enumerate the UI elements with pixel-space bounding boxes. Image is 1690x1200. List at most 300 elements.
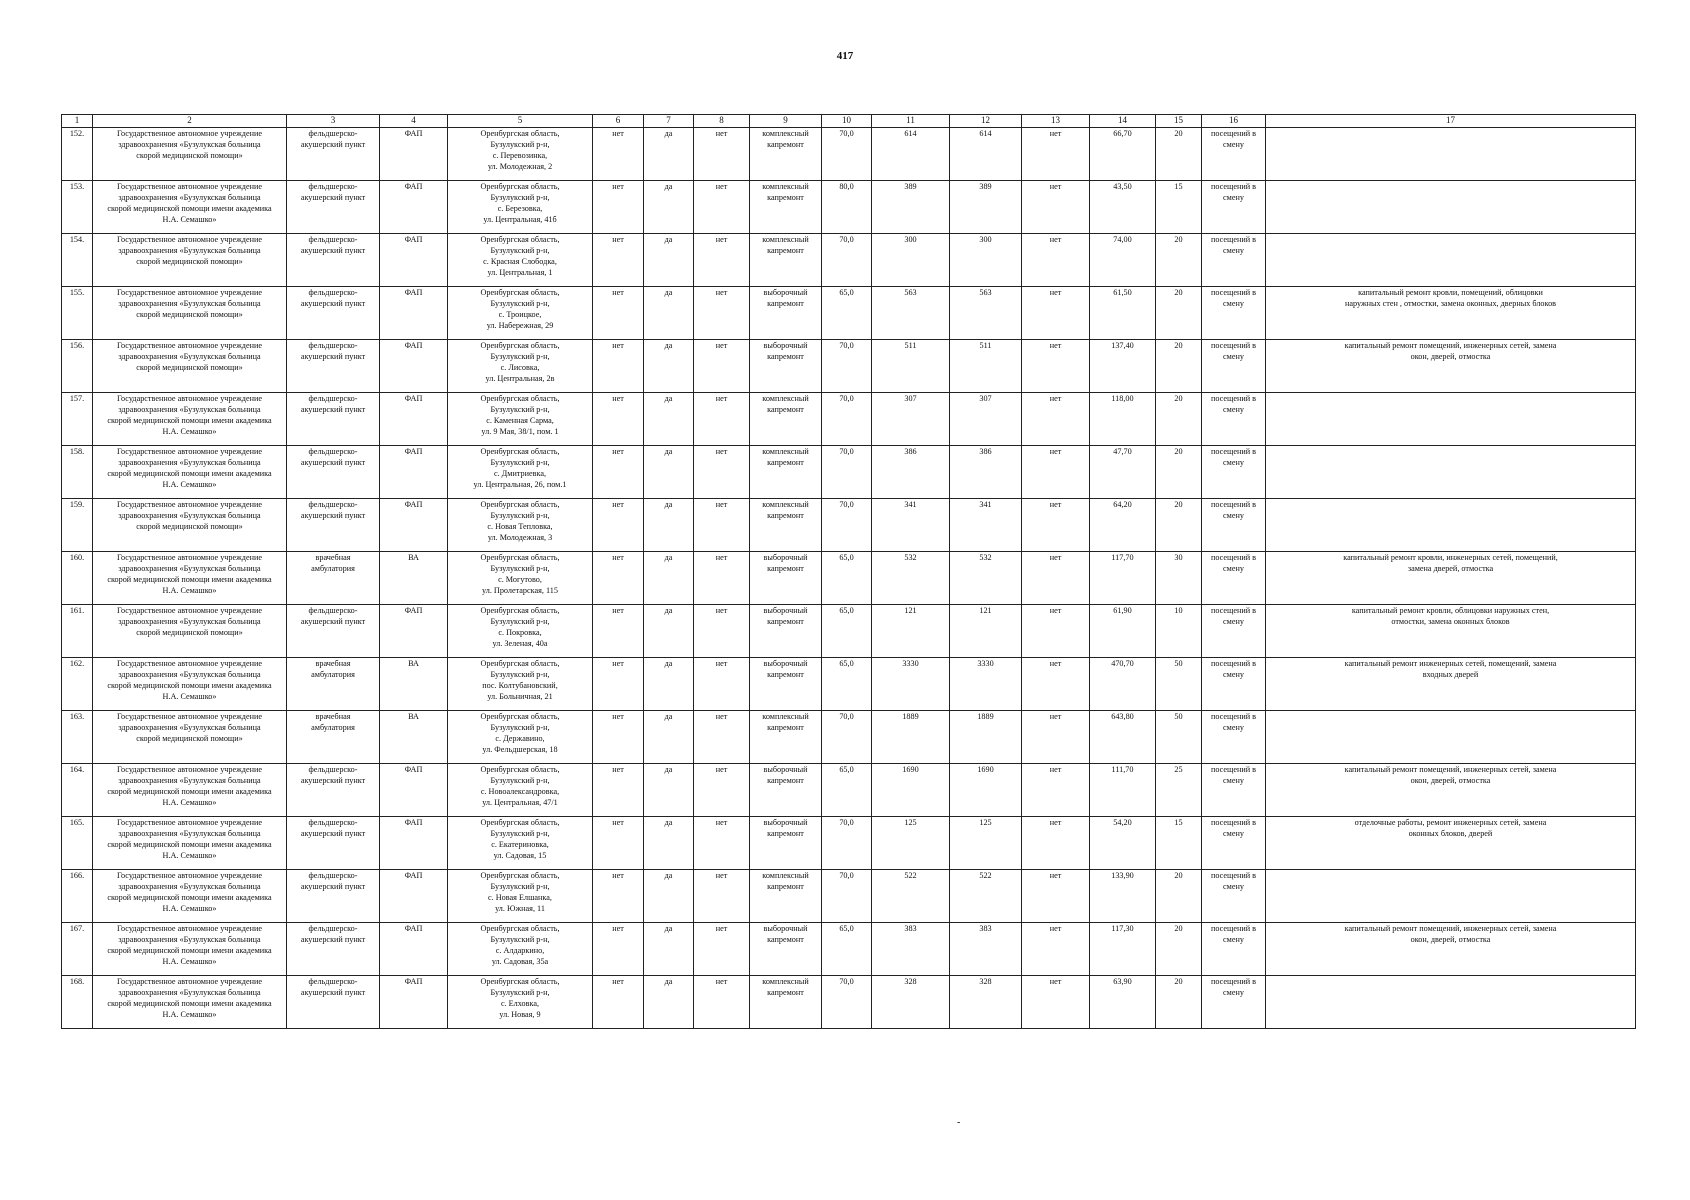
col-10-cell: 70,0 (822, 446, 872, 499)
col-10-cell: 65,0 (822, 287, 872, 340)
facility-type-cell: фельдшерско- акушерский пункт (287, 817, 380, 870)
facility-abbr-cell: ФАП (380, 234, 448, 287)
capacity-unit-cell: посещений в смену (1202, 711, 1266, 764)
col-10-cell: 65,0 (822, 605, 872, 658)
col-15-cell: 20 (1156, 393, 1202, 446)
col-15-cell: 50 (1156, 658, 1202, 711)
facility-type-cell: фельдшерско- акушерский пункт (287, 764, 380, 817)
capacity-unit-cell: посещений в смену (1202, 181, 1266, 234)
col-13-cell: нет (1022, 923, 1090, 976)
col-6-cell: нет (593, 658, 644, 711)
col-6-cell: нет (593, 764, 644, 817)
organization-cell: Государственное автономное учреждение здравоохранения «Бузулукская больница скорой медицинской помощи» (93, 499, 287, 552)
repair-type-cell: выборочный капремонт (750, 817, 822, 870)
row-number-cell: 154. (62, 234, 93, 287)
organization-cell: Государственное автономное учреждение здравоохранения «Бузулукская больница скорой медицинской помощи» (93, 340, 287, 393)
facility-abbr-cell: ВА (380, 658, 448, 711)
capacity-unit-cell: посещений в смену (1202, 287, 1266, 340)
col-12-cell: 389 (950, 181, 1022, 234)
facility-type-cell: фельдшерско- акушерский пункт (287, 340, 380, 393)
column-header-3: 3 (287, 115, 380, 128)
column-number-header (62, 115, 1636, 128)
table-row (62, 128, 1636, 181)
repair-type-cell: комплексный капремонт (750, 181, 822, 234)
col-12-cell: 328 (950, 976, 1022, 1029)
capacity-unit-cell: посещений в смену (1202, 976, 1266, 1029)
row-number-cell: 159. (62, 499, 93, 552)
repair-description-cell (1266, 446, 1636, 499)
col-15-cell: 10 (1156, 605, 1202, 658)
column-header-8: 8 (694, 115, 750, 128)
table-row (62, 658, 1636, 711)
col-8-cell: нет (694, 923, 750, 976)
table-row (62, 234, 1636, 287)
repair-description-cell (1266, 711, 1636, 764)
col-11-cell: 614 (872, 128, 950, 181)
col-11-cell: 1690 (872, 764, 950, 817)
col-15-cell: 20 (1156, 287, 1202, 340)
col-11-cell: 125 (872, 817, 950, 870)
col-8-cell: нет (694, 552, 750, 605)
organization-cell: Государственное автономное учреждение здравоохранения «Бузулукская больница скорой медицинской помощи» (93, 605, 287, 658)
col-11-cell: 1889 (872, 711, 950, 764)
capacity-unit-cell: посещений в смену (1202, 605, 1266, 658)
col-10-cell: 70,0 (822, 234, 872, 287)
col-10-cell: 70,0 (822, 817, 872, 870)
facility-abbr-cell: ВА (380, 552, 448, 605)
col-7-cell: да (644, 976, 694, 1029)
col-6-cell: нет (593, 605, 644, 658)
organization-cell: Государственное автономное учреждение здравоохранения «Бузулукская больница скорой медицинской помощи имени академика Н.А. Семашко» (93, 446, 287, 499)
col-13-cell: нет (1022, 128, 1090, 181)
col-7-cell: да (644, 181, 694, 234)
capacity-unit-cell: посещений в смену (1202, 499, 1266, 552)
col-14-cell: 133,90 (1090, 870, 1156, 923)
table-row (62, 817, 1636, 870)
col-11-cell: 389 (872, 181, 950, 234)
repair-type-cell: выборочный капремонт (750, 923, 822, 976)
col-7-cell: да (644, 605, 694, 658)
col-14-cell: 64,20 (1090, 499, 1156, 552)
organization-cell: Государственное автономное учреждение здравоохранения «Бузулукская больница скорой медицинской помощи имени академика Н.А. Семашко» (93, 552, 287, 605)
col-7-cell: да (644, 870, 694, 923)
col-8-cell: нет (694, 340, 750, 393)
col-13-cell: нет (1022, 817, 1090, 870)
col-7-cell: да (644, 764, 694, 817)
repair-description-cell: капитальный ремонт помещений, инженерных сетей, замена окон, дверей, отмостка (1266, 340, 1636, 393)
col-15-cell: 50 (1156, 711, 1202, 764)
col-7-cell: да (644, 340, 694, 393)
col-11-cell: 3330 (872, 658, 950, 711)
col-14-cell: 137,40 (1090, 340, 1156, 393)
col-7-cell: да (644, 446, 694, 499)
col-8-cell: нет (694, 499, 750, 552)
facility-type-cell: фельдшерско- акушерский пункт (287, 976, 380, 1029)
facility-abbr-cell: ФАП (380, 605, 448, 658)
organization-cell: Государственное автономное учреждение здравоохранения «Бузулукская больница скорой медицинской помощи имени академика Н.А. Семашко» (93, 181, 287, 234)
col-12-cell: 300 (950, 234, 1022, 287)
col-6-cell: нет (593, 393, 644, 446)
row-number-cell: 167. (62, 923, 93, 976)
col-6-cell: нет (593, 181, 644, 234)
col-15-cell: 15 (1156, 181, 1202, 234)
col-15-cell: 20 (1156, 234, 1202, 287)
capacity-unit-cell: посещений в смену (1202, 340, 1266, 393)
facility-abbr-cell: ФАП (380, 870, 448, 923)
col-15-cell: 30 (1156, 552, 1202, 605)
organization-cell: Государственное автономное учреждение здравоохранения «Бузулукская больница скорой медицинской помощи» (93, 287, 287, 340)
col-10-cell: 80,0 (822, 181, 872, 234)
col-13-cell: нет (1022, 234, 1090, 287)
address-cell: Оренбургская область, Бузулукский р-н, с. Екатериновка, ул. Садовая, 15 (448, 817, 593, 870)
facility-type-cell: фельдшерско- акушерский пункт (287, 870, 380, 923)
row-number-cell: 163. (62, 711, 93, 764)
col-12-cell: 386 (950, 446, 1022, 499)
facility-type-cell: врачебная амбулатория (287, 711, 380, 764)
col-15-cell: 20 (1156, 446, 1202, 499)
col-12-cell: 522 (950, 870, 1022, 923)
capacity-unit-cell: посещений в смену (1202, 552, 1266, 605)
column-header-10: 10 (822, 115, 872, 128)
row-number-cell: 166. (62, 870, 93, 923)
facility-type-cell: фельдшерско- акушерский пункт (287, 393, 380, 446)
repair-description-cell (1266, 870, 1636, 923)
capacity-unit-cell: посещений в смену (1202, 817, 1266, 870)
repair-description-cell (1266, 234, 1636, 287)
facility-abbr-cell: ФАП (380, 128, 448, 181)
col-14-cell: 54,20 (1090, 817, 1156, 870)
col-10-cell: 70,0 (822, 711, 872, 764)
row-number-cell: 152. (62, 128, 93, 181)
address-cell: Оренбургская область, Бузулукский р-н, с. Березовка, ул. Центральная, 41б (448, 181, 593, 234)
repair-type-cell: выборочный капремонт (750, 552, 822, 605)
col-14-cell: 470,70 (1090, 658, 1156, 711)
organization-cell: Государственное автономное учреждение здравоохранения «Бузулукская больница скорой медицинской помощи имени академика Н.А. Семашко» (93, 923, 287, 976)
col-14-cell: 61,50 (1090, 287, 1156, 340)
col-14-cell: 66,70 (1090, 128, 1156, 181)
col-10-cell: 65,0 (822, 658, 872, 711)
col-6-cell: нет (593, 446, 644, 499)
col-11-cell: 563 (872, 287, 950, 340)
col-11-cell: 511 (872, 340, 950, 393)
organization-cell: Государственное автономное учреждение здравоохранения «Бузулукская больница скорой медицинской помощи имени академика Н.А. Семашко» (93, 658, 287, 711)
address-cell: Оренбургская область, Бузулукский р-н, с. Лисовка, ул. Центральная, 2в (448, 340, 593, 393)
column-header-12: 12 (950, 115, 1022, 128)
col-6-cell: нет (593, 870, 644, 923)
stray-mark: - (957, 1117, 961, 1128)
facility-type-cell: фельдшерско- акушерский пункт (287, 605, 380, 658)
col-7-cell: да (644, 552, 694, 605)
col-12-cell: 383 (950, 923, 1022, 976)
col-6-cell: нет (593, 711, 644, 764)
column-header-11: 11 (872, 115, 950, 128)
col-14-cell: 117,30 (1090, 923, 1156, 976)
col-8-cell: нет (694, 181, 750, 234)
organization-cell: Государственное автономное учреждение здравоохранения «Бузулукская больница скорой медицинской помощи имени академика Н.А. Семашко» (93, 976, 287, 1029)
capacity-unit-cell: посещений в смену (1202, 658, 1266, 711)
row-number-cell: 165. (62, 817, 93, 870)
column-header-9: 9 (750, 115, 822, 128)
table-body (62, 128, 1636, 1029)
column-header-6: 6 (593, 115, 644, 128)
address-cell: Оренбургская область, Бузулукский р-н, с. Покровка, ул. Зеленая, 40а (448, 605, 593, 658)
col-7-cell: да (644, 234, 694, 287)
col-10-cell: 70,0 (822, 128, 872, 181)
row-number-cell: 156. (62, 340, 93, 393)
col-13-cell: нет (1022, 552, 1090, 605)
facility-abbr-cell: ФАП (380, 181, 448, 234)
col-13-cell: нет (1022, 764, 1090, 817)
table-row (62, 764, 1636, 817)
organization-cell: Государственное автономное учреждение здравоохранения «Бузулукская больница скорой медицинской помощи имени академика Н.А. Семашко» (93, 817, 287, 870)
col-13-cell: нет (1022, 181, 1090, 234)
table-row (62, 446, 1636, 499)
column-header-17: 17 (1266, 115, 1636, 128)
col-10-cell: 70,0 (822, 976, 872, 1029)
table-row (62, 393, 1636, 446)
col-14-cell: 47,70 (1090, 446, 1156, 499)
row-number-cell: 168. (62, 976, 93, 1029)
address-cell: Оренбургская область, Бузулукский р-н, с. Перевозинка, ул. Молодежная, 2 (448, 128, 593, 181)
col-10-cell: 70,0 (822, 499, 872, 552)
column-header-4: 4 (380, 115, 448, 128)
register-table-container (61, 114, 1635, 1029)
capacity-unit-cell: посещений в смену (1202, 234, 1266, 287)
facility-type-cell: фельдшерско- акушерский пункт (287, 287, 380, 340)
col-15-cell: 20 (1156, 923, 1202, 976)
repair-type-cell: выборочный капремонт (750, 605, 822, 658)
col-13-cell: нет (1022, 340, 1090, 393)
col-7-cell: да (644, 711, 694, 764)
repair-description-cell: отделочные работы, ремонт инженерных сетей, замена оконных блоков, дверей (1266, 817, 1636, 870)
facility-abbr-cell: ФАП (380, 499, 448, 552)
address-cell: Оренбургская область, Бузулукский р-н, с. Державино, ул. Фельдшерская, 18 (448, 711, 593, 764)
col-11-cell: 307 (872, 393, 950, 446)
col-12-cell: 532 (950, 552, 1022, 605)
col-11-cell: 522 (872, 870, 950, 923)
repair-type-cell: комплексный капремонт (750, 499, 822, 552)
organization-cell: Государственное автономное учреждение здравоохранения «Бузулукская больница скорой медицинской помощи имени академика Н.А. Семашко» (93, 870, 287, 923)
repair-type-cell: выборочный капремонт (750, 764, 822, 817)
col-10-cell: 65,0 (822, 764, 872, 817)
facility-type-cell: фельдшерско- акушерский пункт (287, 923, 380, 976)
col-15-cell: 20 (1156, 128, 1202, 181)
col-12-cell: 121 (950, 605, 1022, 658)
repair-description-cell (1266, 499, 1636, 552)
col-6-cell: нет (593, 923, 644, 976)
repair-type-cell: выборочный капремонт (750, 658, 822, 711)
address-cell: Оренбургская область, Бузулукский р-н, пос. Колтубановский, ул. Больничная, 21 (448, 658, 593, 711)
address-cell: Оренбургская область, Бузулукский р-н, с. Троицкое, ул. Набережная, 29 (448, 287, 593, 340)
col-11-cell: 328 (872, 976, 950, 1029)
col-7-cell: да (644, 287, 694, 340)
col-8-cell: нет (694, 658, 750, 711)
col-8-cell: нет (694, 446, 750, 499)
col-8-cell: нет (694, 128, 750, 181)
col-12-cell: 511 (950, 340, 1022, 393)
col-8-cell: нет (694, 605, 750, 658)
facility-type-cell: фельдшерско- акушерский пункт (287, 446, 380, 499)
repair-description-cell (1266, 976, 1636, 1029)
col-13-cell: нет (1022, 605, 1090, 658)
facility-abbr-cell: ФАП (380, 340, 448, 393)
col-6-cell: нет (593, 234, 644, 287)
col-8-cell: нет (694, 393, 750, 446)
facility-abbr-cell: ФАП (380, 393, 448, 446)
organization-cell: Государственное автономное учреждение здравоохранения «Бузулукская больница скорой медицинской помощи» (93, 234, 287, 287)
repair-type-cell: выборочный капремонт (750, 340, 822, 393)
repair-type-cell: комплексный капремонт (750, 128, 822, 181)
repair-type-cell: комплексный капремонт (750, 711, 822, 764)
col-11-cell: 300 (872, 234, 950, 287)
capacity-unit-cell: посещений в смену (1202, 870, 1266, 923)
col-12-cell: 3330 (950, 658, 1022, 711)
capacity-unit-cell: посещений в смену (1202, 393, 1266, 446)
row-number-cell: 157. (62, 393, 93, 446)
col-8-cell: нет (694, 287, 750, 340)
register-table (61, 114, 1636, 1029)
facility-abbr-cell: ФАП (380, 976, 448, 1029)
col-15-cell: 25 (1156, 764, 1202, 817)
col-12-cell: 1889 (950, 711, 1022, 764)
col-13-cell: нет (1022, 393, 1090, 446)
table-row (62, 287, 1636, 340)
col-7-cell: да (644, 817, 694, 870)
col-10-cell: 70,0 (822, 870, 872, 923)
col-6-cell: нет (593, 976, 644, 1029)
repair-type-cell: комплексный капремонт (750, 234, 822, 287)
capacity-unit-cell: посещений в смену (1202, 923, 1266, 976)
col-7-cell: да (644, 499, 694, 552)
row-number-cell: 164. (62, 764, 93, 817)
col-6-cell: нет (593, 128, 644, 181)
col-8-cell: нет (694, 870, 750, 923)
col-12-cell: 125 (950, 817, 1022, 870)
col-6-cell: нет (593, 340, 644, 393)
capacity-unit-cell: посещений в смену (1202, 764, 1266, 817)
row-number-cell: 153. (62, 181, 93, 234)
address-cell: Оренбургская область, Бузулукский р-н, с. Могутово, ул. Пролетарская, 115 (448, 552, 593, 605)
col-12-cell: 307 (950, 393, 1022, 446)
col-11-cell: 386 (872, 446, 950, 499)
row-number-cell: 160. (62, 552, 93, 605)
col-8-cell: нет (694, 817, 750, 870)
address-cell: Оренбургская область, Бузулукский р-н, с. Алдаркино, ул. Садовая, 35а (448, 923, 593, 976)
repair-type-cell: комплексный капремонт (750, 870, 822, 923)
col-14-cell: 111,70 (1090, 764, 1156, 817)
address-cell: Оренбургская область, Бузулукский р-н, с. Новая Елшанка, ул. Южная, 11 (448, 870, 593, 923)
repair-description-cell (1266, 393, 1636, 446)
organization-cell: Государственное автономное учреждение здравоохранения «Бузулукская больница скорой медицинской помощи» (93, 711, 287, 764)
table-row (62, 605, 1636, 658)
col-15-cell: 20 (1156, 976, 1202, 1029)
column-header-1: 1 (62, 115, 93, 128)
address-cell: Оренбургская область, Бузулукский р-н, с. Новая Тепловка, ул. Молодежная, 3 (448, 499, 593, 552)
table-row (62, 923, 1636, 976)
col-11-cell: 383 (872, 923, 950, 976)
facility-abbr-cell: ФАП (380, 287, 448, 340)
col-14-cell: 61,90 (1090, 605, 1156, 658)
col-12-cell: 1690 (950, 764, 1022, 817)
col-8-cell: нет (694, 764, 750, 817)
address-cell: Оренбургская область, Бузулукский р-н, с. Красная Слободка, ул. Центральная, 1 (448, 234, 593, 287)
col-7-cell: да (644, 128, 694, 181)
table-row (62, 499, 1636, 552)
col-13-cell: нет (1022, 976, 1090, 1029)
repair-description-cell (1266, 128, 1636, 181)
row-number-cell: 162. (62, 658, 93, 711)
col-14-cell: 63,90 (1090, 976, 1156, 1029)
col-11-cell: 121 (872, 605, 950, 658)
row-number-cell: 155. (62, 287, 93, 340)
repair-description-cell: капитальный ремонт инженерных сетей, помещений, замена входных дверей (1266, 658, 1636, 711)
facility-type-cell: фельдшерско- акушерский пункт (287, 181, 380, 234)
facility-type-cell: врачебная амбулатория (287, 552, 380, 605)
col-6-cell: нет (593, 499, 644, 552)
col-14-cell: 118,00 (1090, 393, 1156, 446)
col-10-cell: 65,0 (822, 923, 872, 976)
col-14-cell: 643,80 (1090, 711, 1156, 764)
col-15-cell: 15 (1156, 817, 1202, 870)
table-row (62, 711, 1636, 764)
col-10-cell: 70,0 (822, 393, 872, 446)
repair-description-cell: капитальный ремонт кровли, облицовки наружных стен, отмостки, замена оконных блоков (1266, 605, 1636, 658)
address-cell: Оренбургская область, Бузулукский р-н, с. Новоалександровка, ул. Центральная, 47/1 (448, 764, 593, 817)
col-11-cell: 532 (872, 552, 950, 605)
col-14-cell: 74,00 (1090, 234, 1156, 287)
repair-type-cell: комплексный капремонт (750, 393, 822, 446)
col-13-cell: нет (1022, 870, 1090, 923)
address-cell: Оренбургская область, Бузулукский р-н, с. Дмитриевка, ул. Центральная, 26, пом.1 (448, 446, 593, 499)
repair-description-cell: капитальный ремонт кровли, инженерных сетей, помещений, замена дверей, отмостка (1266, 552, 1636, 605)
col-6-cell: нет (593, 552, 644, 605)
col-14-cell: 117,70 (1090, 552, 1156, 605)
organization-cell: Государственное автономное учреждение здравоохранения «Бузулукская больница скорой медицинской помощи имени академика Н.А. Семашко» (93, 764, 287, 817)
col-13-cell: нет (1022, 658, 1090, 711)
col-14-cell: 43,50 (1090, 181, 1156, 234)
col-8-cell: нет (694, 976, 750, 1029)
row-number-cell: 161. (62, 605, 93, 658)
facility-abbr-cell: ФАП (380, 923, 448, 976)
repair-description-cell: капитальный ремонт помещений, инженерных сетей, замена окон, дверей, отмостка (1266, 764, 1636, 817)
table-row (62, 181, 1636, 234)
repair-type-cell: комплексный капремонт (750, 976, 822, 1029)
row-number-cell: 158. (62, 446, 93, 499)
facility-abbr-cell: ФАП (380, 817, 448, 870)
facility-abbr-cell: ВА (380, 711, 448, 764)
repair-description-cell: капитальный ремонт кровли, помещений, облицовки наружных стен , отмостки, замена оконных, дверных блоков (1266, 287, 1636, 340)
column-header-15: 15 (1156, 115, 1202, 128)
col-10-cell: 70,0 (822, 340, 872, 393)
column-header-5: 5 (448, 115, 593, 128)
col-13-cell: нет (1022, 446, 1090, 499)
col-12-cell: 614 (950, 128, 1022, 181)
column-header-2: 2 (93, 115, 287, 128)
col-10-cell: 65,0 (822, 552, 872, 605)
col-6-cell: нет (593, 287, 644, 340)
column-header-13: 13 (1022, 115, 1090, 128)
col-15-cell: 20 (1156, 340, 1202, 393)
capacity-unit-cell: посещений в смену (1202, 446, 1266, 499)
table-row (62, 552, 1636, 605)
capacity-unit-cell: посещений в смену (1202, 128, 1266, 181)
col-6-cell: нет (593, 817, 644, 870)
col-8-cell: нет (694, 711, 750, 764)
col-7-cell: да (644, 393, 694, 446)
table-row (62, 976, 1636, 1029)
col-13-cell: нет (1022, 287, 1090, 340)
col-13-cell: нет (1022, 499, 1090, 552)
